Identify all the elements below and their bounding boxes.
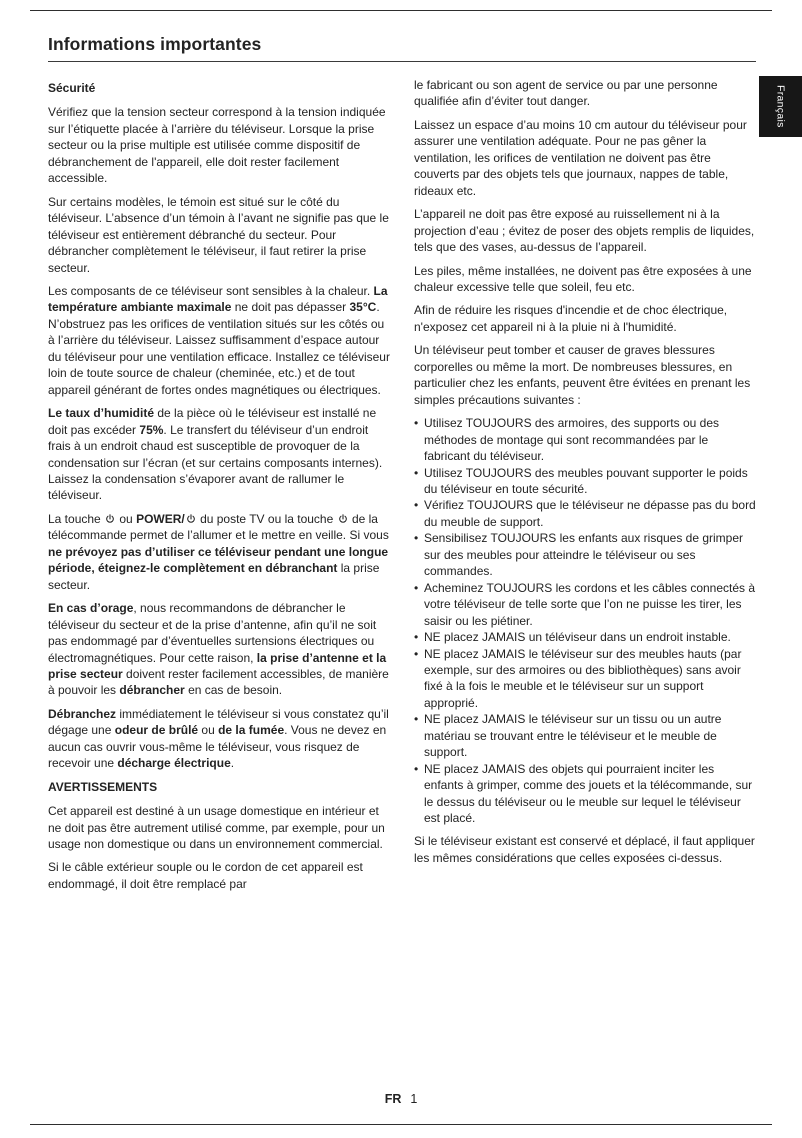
body-text: Laissez un espace d’au moins 10 cm autour du téléviseur pour assurer une ventilation adéquate. Pour ne pas gêner la ventilation, les orifices de ventilation ne doivent pas être couverts par des objets tels que journaux, nappes de table, rideaux etc. xyxy=(414,117,747,198)
bullet-marker: • xyxy=(414,712,419,727)
paragraph xyxy=(48,511,392,593)
bullet-item xyxy=(414,415,756,464)
paragraph xyxy=(48,859,392,892)
emphasis-text: Débranchez xyxy=(48,706,117,721)
body-text: de la pièce où le téléviseur est installé ne doit pas excéder xyxy=(48,406,377,437)
bullet-item xyxy=(414,629,756,645)
body-text: Sur certains modèles, le témoin est situé sur le côté du téléviseur. L’absence d’un témoin à l’avant ne signifie pas que le téléviseur est entièrement débranché du secteur. Pour débrancher complètement le téléviseur, il faut retirer la prise secteur. xyxy=(48,194,389,275)
paragraph xyxy=(48,104,392,186)
bullet-marker: • xyxy=(414,531,419,546)
body-text: Cet appareil est destiné à un usage domestique en intérieur et ne doit pas être autrement utilisé comme, par exemple, pour un usage non domestique ou dans un environnement commercial. xyxy=(48,804,385,852)
bullet-marker: • xyxy=(414,761,419,776)
emphasis-text: décharge électrique xyxy=(117,756,231,771)
power-icon xyxy=(105,514,115,524)
paragraph xyxy=(48,706,392,772)
body-text: ne doit pas dépasser xyxy=(231,300,350,315)
body-text: . xyxy=(230,756,235,771)
body-text: Si le câble extérieur souple ou le cordon de cet appareil est endommagé, il doit être remplacé par xyxy=(48,860,363,891)
language-tab-francais xyxy=(759,76,802,137)
bullet-text: NE placez JAMAIS le téléviseur sur des meubles hauts (par exemple, sur des armoires ou des bibliothèques) sans avoir fixé à la fois le meuble et le téléviseur sur un support approprié. xyxy=(424,646,742,710)
bullet-marker: • xyxy=(414,630,419,645)
emphasis-text: odeur de brûlé xyxy=(114,723,199,738)
bullet-item xyxy=(414,711,756,760)
paragraph xyxy=(414,263,756,296)
body-text: , nous recommandons de débrancher le téléviseur du secteur et de la prise d’antenne, afin qu’il ne soit pas endommagé par d’éventuelles surtensions électriques ou électromagnétiques. Pour cette raison, xyxy=(48,601,377,665)
body-text: Si le téléviseur existant est conservé et déplacé, il faut appliquer les mêmes considérations que celles exposées ci-dessus. xyxy=(414,834,755,865)
emphasis-text: de la fumée xyxy=(218,723,285,738)
left-column xyxy=(48,77,392,899)
body-text: L’appareil ne doit pas être exposé au ruissellement ni à la projection d’eau ; évitez de poser des objets remplis de liquides, tels que des vases, au-dessus de l’appareil. xyxy=(414,207,755,255)
body-text: . Le transfert du téléviseur d’un endroit frais à un endroit chaud est susceptible de provoquer de la condensation sur l’écran (et sur certains composants internes). Laissez la condensation s’évaporer avant de rallumer le téléviseur. xyxy=(48,422,383,503)
body-text: la prise secteur. xyxy=(48,561,380,592)
paragraph xyxy=(414,302,756,335)
body-text: immédiatement le téléviseur si vous constatez qu’il dégage une xyxy=(48,706,389,738)
bullet-text: NE placez JAMAIS des objets qui pourraient inciter les enfants à grimper, comme des jouets et la télécommande, sur le dessus du téléviseur ou le meuble sur lequel le téléviseur est placé. xyxy=(424,761,753,826)
body-text: du poste TV ou la touche xyxy=(196,511,337,526)
body-text: . Vous ne devez en aucun cas ouvrir vous-même le téléviseur, vous risquez de recevoir une xyxy=(48,723,387,771)
bullet-text: Utilisez TOUJOURS des armoires, des supports ou des méthodes de montage qui sont recommandées par le fabricant du téléviseur. xyxy=(424,416,720,464)
top-rule xyxy=(30,10,772,11)
title-rule xyxy=(48,61,756,62)
emphasis-text: débrancher xyxy=(119,683,185,698)
bullet-item xyxy=(414,646,756,712)
bullet-list xyxy=(414,415,756,826)
bullet-marker: • xyxy=(414,465,419,480)
section-heading: Sécurité xyxy=(48,81,96,95)
paragraph xyxy=(414,206,756,255)
body-text: doivent rester facilement accessibles, de manière à pouvoir les xyxy=(48,666,389,698)
bullet-marker: • xyxy=(414,498,419,513)
emphasis-text: 75% xyxy=(139,422,164,437)
emphasis-text: la prise d’antenne et la prise secteur xyxy=(48,650,387,681)
body-text: en cas de besoin. xyxy=(184,683,283,698)
body-text: le fabricant ou son agent de service ou par une personne qualifiée afin d’éviter tout danger. xyxy=(414,78,718,109)
bullet-marker: • xyxy=(414,416,419,431)
body-text: La touche xyxy=(48,511,105,526)
body-text: ou xyxy=(116,511,137,526)
body-text: Afin de réduire les risques d'incendie et de choc électrique, n'exposez cet appareil ni à la pluie ni à l'humidité. xyxy=(414,303,728,334)
emphasis-text: 35°C xyxy=(349,300,377,315)
paragraph xyxy=(48,600,392,699)
paragraph xyxy=(414,342,756,408)
language-code: FR xyxy=(384,1092,402,1106)
power-icon xyxy=(186,514,196,524)
paragraph xyxy=(48,803,392,852)
section-heading: AVERTISSEMENTS xyxy=(48,779,158,794)
body-text: Les piles, même installées, ne doivent pas être exposées à une chaleur excessive telle que soleil, feu etc. xyxy=(414,263,752,294)
bullet-text: Sensibilisez TOUJOURS les enfants aux risques de grimper sur des meubles pour atteindre le téléviseur ou ses commandes. xyxy=(424,531,744,579)
body-text: ou xyxy=(198,723,219,738)
page-footer xyxy=(0,1092,802,1106)
right-column xyxy=(414,77,756,873)
paragraph xyxy=(414,77,756,110)
bottom-rule xyxy=(30,1124,772,1125)
emphasis-text: POWER/ xyxy=(136,511,185,526)
bullet-marker: • xyxy=(414,580,419,595)
emphasis-text: ne prévoyez pas d’utiliser ce téléviseur pendant une longue période, éteignez-le complètement en débranchant xyxy=(48,544,389,576)
paragraph xyxy=(48,283,392,398)
page-title: Informations importantes xyxy=(48,34,262,54)
body-text: Les composants de ce téléviseur sont sensibles à la chaleur. xyxy=(48,283,374,298)
bullet-text: NE placez JAMAIS un téléviseur dans un endroit instable. xyxy=(424,630,731,645)
bullet-text: NE placez JAMAIS le téléviseur sur un tissu ou un autre matériau se trouvant entre le téléviseur et le meuble de support. xyxy=(424,712,722,760)
document-body xyxy=(48,77,756,899)
body-text: de la télécommande permet de l’allumer et le mettre en veille. Si vous xyxy=(48,511,389,543)
bullet-item xyxy=(414,465,756,498)
bullet-text: Vérifiez TOUJOURS que le téléviseur ne dépasse pas du bord du meuble de support. xyxy=(424,498,756,529)
bullet-text: Acheminez TOUJOURS les cordons et les câbles connectés à votre téléviseur de telle sorte que l’on ne puisse les tirer, les saisir ou les piétiner. xyxy=(424,580,756,628)
emphasis-text: Le taux d’humidité xyxy=(48,406,155,421)
paragraph xyxy=(48,405,392,504)
body-text: Vérifiez que la tension secteur correspond à la tension indiquée sur l’étiquette placée à l’arrière du téléviseur. Lorsque la prise secteur ou la prise multiple est utilisée comme dispositif de débranchement de l'appareil, elle doit rester facilement accessible. xyxy=(48,105,386,186)
paragraph xyxy=(48,194,392,276)
language-tab-label: Français xyxy=(774,85,787,128)
page-number: 1 xyxy=(410,1092,418,1106)
power-icon xyxy=(338,514,348,524)
body-text: . N’obstruez pas les orifices de ventilation situés sur les côtés ou à l’arrière du téléviseur. Laissez suffisamment d’espace autour du téléviseur pour une ventilation efficace. Installez ce téléviseur loin de toute source de chaleur (cheminée, etc.) et de tout appareil générant de fortes ondes magnétiques ou électriques. xyxy=(48,300,390,397)
body-text: Un téléviseur peut tomber et causer de graves blessures corporelles ou même la mort. De nombreuses blessures, en particulier chez les enfants, peuvent être évitées en prenant les simples précautions suivantes : xyxy=(414,343,751,407)
emphasis-text: En cas d’orage xyxy=(48,601,134,616)
emphasis-text: La température ambiante maximale xyxy=(48,283,388,315)
bullet-text: Utilisez TOUJOURS des meubles pouvant supporter le poids du téléviseur en toute sécurité. xyxy=(424,465,748,496)
bullet-item xyxy=(414,530,756,579)
paragraph xyxy=(414,117,756,199)
bullet-marker: • xyxy=(414,646,419,661)
bullet-item xyxy=(414,580,756,629)
paragraph xyxy=(414,833,756,866)
bullet-item xyxy=(414,761,756,827)
bullet-item xyxy=(414,497,756,530)
